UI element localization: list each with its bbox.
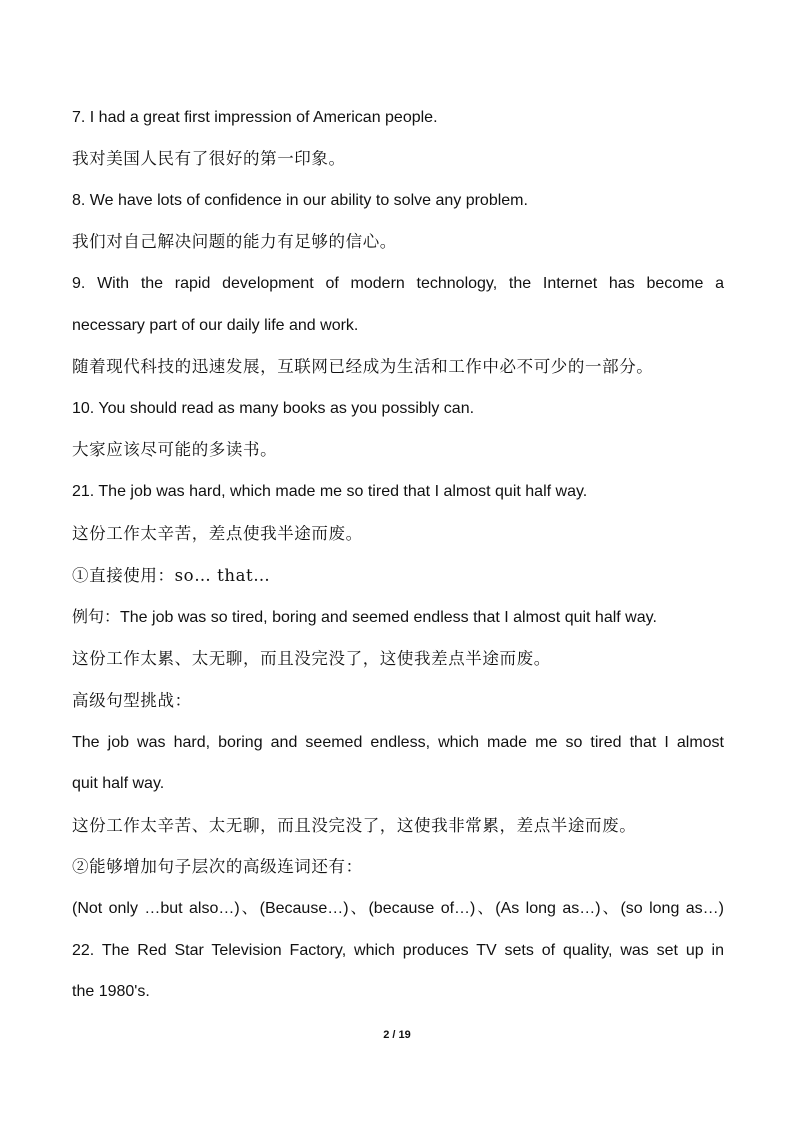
sentence-7-en: 7. I had a great first impression of American people. — [72, 109, 438, 126]
advanced-sentence-line2: quit half way. — [72, 775, 165, 792]
sentence-10-en: 10. You should read as many books as you possibly can. — [72, 400, 475, 417]
sentence-8-en: 8. We have lots of confidence in our ability to solve any problem. — [72, 192, 528, 209]
advanced-challenge-heading: 高级句型挑战： — [72, 691, 192, 710]
advanced-sentence-line1: The job was hard, boring and seemed endless, which made me so tired that I almost — [72, 734, 724, 751]
example-sentence: 例句：The job was so tired, boring and seemed endless that I almost quit half way. — [72, 609, 657, 626]
tip-1-heading: ①直接使用：so… that… — [72, 566, 271, 585]
sentence-22-en-line2: the 1980's. — [72, 983, 150, 1000]
sentence-21-en: 21. The job was hard, which made me so tired that I almost quit half way. — [72, 483, 588, 500]
page-number: 2 / 19 — [383, 1029, 411, 1041]
sentence-9-en-line1: 9. With the rapid development of modern technology, the Internet has become a — [72, 275, 724, 292]
sentence-7-cn: 我对美国人民有了很好的第一印象。 — [72, 149, 346, 168]
sentence-9-en-line2: necessary part of our daily life and work. — [72, 317, 359, 334]
conjunction-list: (Not only …but also…)、(Because…)、(because of…)、(As long as…)、(so long as…) — [72, 900, 724, 917]
sentence-8-cn: 我们对自己解决问题的能力有足够的信心。 — [72, 232, 397, 251]
sentence-21-cn: 这份工作太辛苦，差点使我半途而废。 — [72, 524, 363, 543]
tip-2-heading: ②能够增加句子层次的高级连词还有： — [72, 857, 363, 876]
advanced-sentence-cn: 这份工作太辛苦、太无聊，而且没完没了，这使我非常累，差点半途而废。 — [72, 816, 637, 835]
sentence-9-cn: 随着现代科技的迅速发展，互联网已经成为生活和工作中必不可少的一部分。 — [72, 357, 654, 376]
example-sentence-cn: 这份工作太累、太无聊，而且没完没了，这使我差点半途而废。 — [72, 649, 551, 668]
sentence-10-cn: 大家应该尽可能的多读书。 — [72, 440, 278, 459]
sentence-22-en-line1: 22. The Red Star Television Factory, which produces TV sets of quality, was set up in — [72, 942, 724, 959]
